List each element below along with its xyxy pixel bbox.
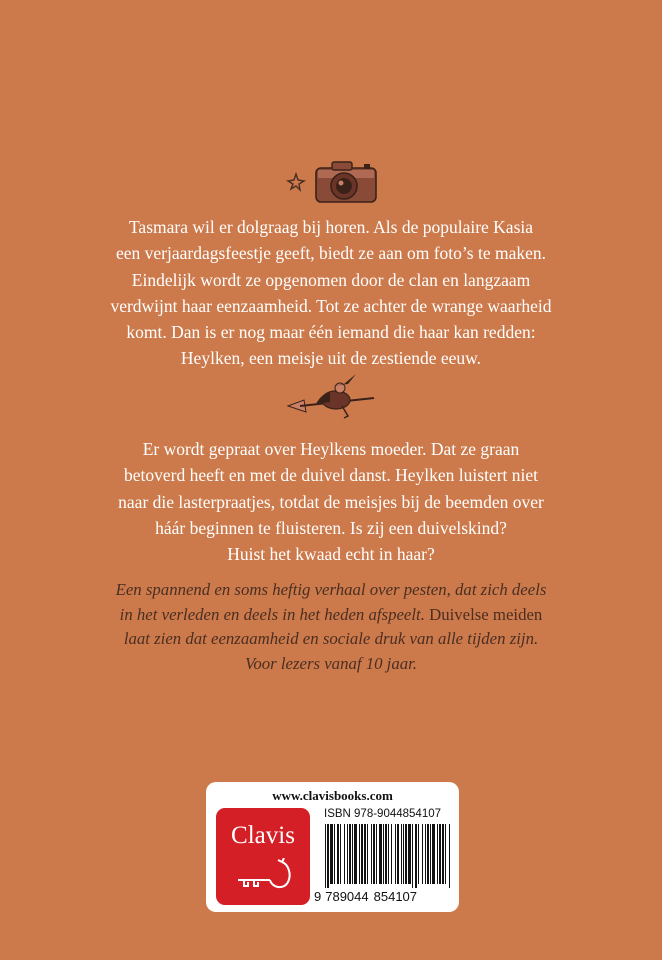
logo-text: Clavis [231,822,295,849]
publisher-url: www.clavisbooks.com [272,788,393,803]
barcode-bar [367,824,368,884]
barcode-bar [344,824,345,884]
synopsis-paragraph-2 [60,436,602,567]
text-line: háár beginnen te fluisteren. Is zij een duivelskind? [155,517,507,538]
barcode-digit-first: 9 [314,889,322,904]
barcode-bar [403,824,404,884]
barcode-bar [449,824,450,888]
text-line: Een spannend en soms heftig verhaal over pesten, dat zich deels [115,580,547,599]
text-line: Tasmara wil er dolgraag bij horen. Als de populaire Kasia [128,217,534,237]
barcode [324,824,451,888]
barcode-bar [427,824,429,884]
barcode-bar [327,824,329,888]
barcode-bar [422,824,423,884]
barcode-bar [418,824,419,884]
text-line [60,603,602,628]
barcode-bar [405,824,407,884]
barcode-bar [379,824,382,884]
barcode-bar [437,824,438,884]
book-title: Duivelse meiden [424,604,543,624]
text-line: verdwijnt haar eenzaamheid. Tot ze achter de wrange waarheid [110,295,552,316]
barcode-bar [349,824,351,884]
barcode-bar [388,824,389,884]
barcode-bar [391,824,392,884]
barcode-bar [397,824,399,884]
blurb-paragraph [60,578,602,676]
barcode-bar [439,824,441,884]
barcode-digits [314,889,417,904]
barcode-bar [412,824,413,888]
text-line: naar die lasterpraatjes, totdat de meisjes bij de beemden over [118,491,544,512]
text-line: Heylken, een meisje uit de zestiende eeuw. [180,348,482,369]
witch-on-broom-icon [286,372,376,422]
barcode-bar [340,824,341,884]
barcode-digit-group: 854107 [373,889,418,904]
text-line: komt. Dan is er nog maar één iemand die haar kan redden: [126,322,536,343]
publisher-box [206,782,459,912]
text-line: Eindelijk wordt ze opgenomen door de clan en langzaam [131,269,531,290]
barcode-bar [395,824,396,884]
barcode-bar [325,824,326,888]
synopsis-paragraph-1 [60,214,602,372]
key-icon [236,858,292,894]
clavis-logo [216,808,310,905]
barcode-bar [347,824,348,884]
barcode-bar [334,824,335,884]
barcode-bar [354,824,357,884]
barcode-bar [385,824,387,884]
text-line-italic: in het verleden en deels in het heden afspeelt. [119,604,425,624]
barcode-bar [359,824,360,884]
barcode-bar [371,824,372,884]
reading-age: Voor lezers vanaf 10 jaar. [244,653,417,673]
barcode-digit-group: 789044 [325,889,369,904]
barcode-bar [330,824,333,884]
text-line: Er wordt gepraat over Heylkens moeder. Dat ze graan [142,439,520,459]
barcode-bar [373,824,375,884]
barcode-bar [401,824,402,884]
barcode-bar [383,824,384,884]
barcode-bar [408,824,411,884]
barcode-bar [361,824,363,884]
barcode-bar [364,824,366,884]
barcode-bar [432,824,435,884]
barcode-bar [445,824,446,884]
barcode-bar [442,824,444,884]
camera-icon [284,158,384,206]
isbn-text: ISBN 978-9044854107 [324,808,442,820]
barcode-bar [425,824,426,884]
barcode-bar [337,824,339,884]
text-line: een verjaardagsfeestje geeft, biedt ze aan om foto’s te maken. [115,243,546,264]
barcode-bar [352,824,353,884]
barcode-bar [430,824,431,884]
text-line: betoverd heeft en met de duivel danst. Heylken luistert niet [123,465,539,486]
barcode-bar [415,824,417,888]
text-line: laat zien dat eenzaamheid en sociale druk van alle tijden zijn. [123,629,539,648]
barcode-bar [376,824,377,884]
text-line: Huist het kwaad echt in haar? [227,544,435,565]
